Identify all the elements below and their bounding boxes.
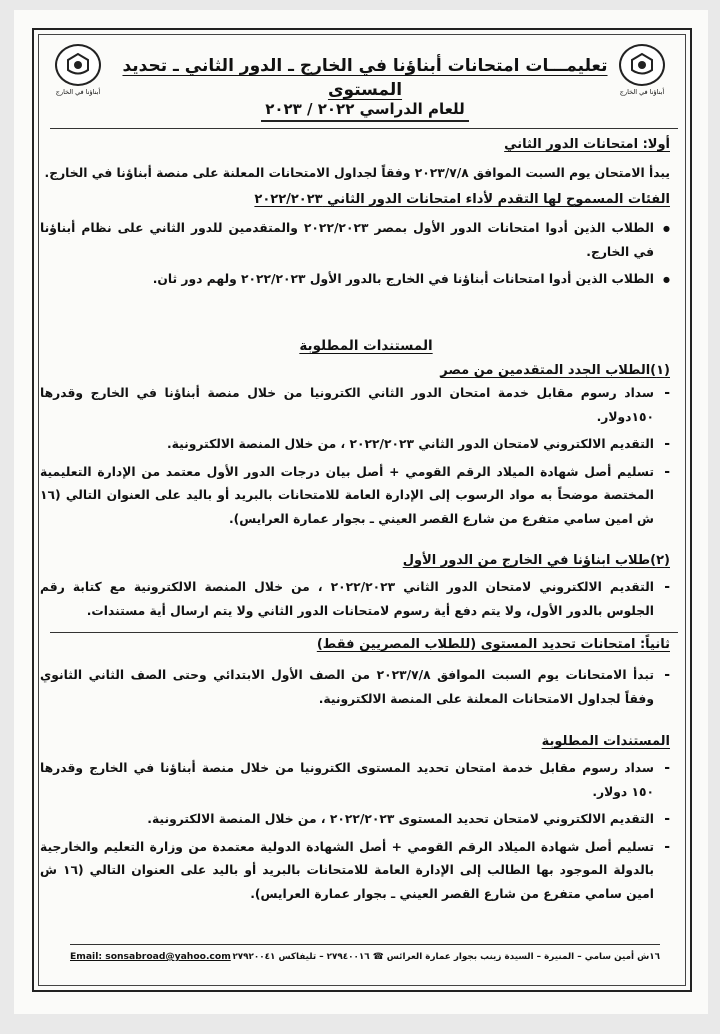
section-second (40, 634, 670, 906)
section-heading: أولا: امتحانات الدور الثاني (504, 137, 670, 152)
footer (70, 950, 660, 964)
list-item: - التقديم الالكتروني لامتحان تحديد المستوى ٢٠٢٢/٢٠٢٣ ، من خلال المنصة الالكترونية. (40, 808, 670, 832)
list-item: - التقديم الالكتروني لامتحان الدور الثاني ٢٠٢٢/٢٠٢٣ ، من خلال المنصة الالكترونية مع كتابة رقم الجلوس بالدور الأول، ولا يتم دفع أية رسوم لامتحانات الدور الثاني ولا يتم ارسال أية مستندات. (40, 576, 670, 623)
logo-right (616, 44, 668, 97)
section-intro: يبدأ الامتحان يوم السبت الموافق ٢٠٢٣/٧/٨ وفقاً لجداول الامتحانات المعلنة على منصة أبناؤنا في الخارج. (44, 166, 670, 180)
logo-left (52, 44, 104, 97)
list-item: ● الطلاب الذين أدوا امتحانات الدور الأول بمصر ٢٠٢٢/٢٠٢٣ والمتقدمين للدور الثاني على نظام أبناؤنا في الخارج. (40, 217, 670, 264)
list-item: - تسليم أصل شهادة الميلاد الرقم القومي + أصل بيان درجات الدور الأول معتمد من الإدارة التعليمية المختصة موضحاً به مواد الرسوب إلى الإدارة العامة للامتحانات بالبريد أو باليد على العنوان التالي (١٦ ش امين سامي متفرع من شارع القصر العيني ـ بجوار عمارة العرايس). (40, 461, 670, 532)
list-item: - تسليم أصل شهادة الميلاد الرقم القومي + أصل الشهادة الدولية معتمدة من وزارة التعليم والخارجية بالدولة الموجود بها الطالب إلى الإدارة العامة للامتحانات بالبريد أو باليد على العنوان التالي (١٦ ش امين سامي متفرع من شارع القصر العيني ـ بجوار عمارة العرايس). (40, 836, 670, 907)
list-item: - التقديم الالكتروني لامتحان الدور الثاني ٢٠٢٢/٢٠٢٣ ، من خلال المنصة الالكترونية. (40, 433, 670, 457)
ministry-emblem-icon (55, 44, 101, 86)
footer-email[interactable]: Email: sonsabroad@yahoo.com (70, 951, 231, 962)
list-item: - سداد رسوم مقابل خدمة امتحان الدور الثاني الكترونيا من خلال منصة أبناؤنا في الخارج وقدرها ١٥٠دولار. (40, 382, 670, 429)
required-docs-group1 (40, 360, 670, 531)
logo-caption: أبناؤنا في الخارج (619, 88, 665, 96)
section2-docs-list (40, 757, 670, 906)
group-heading: (١)الطلاب الجدد المتقدمين من مصر (440, 363, 670, 378)
logo-caption: أبناؤنا في الخارج (55, 88, 101, 96)
categories-heading: الفئات المسموح لها التقدم لأداء امتحانات الدور الثاني ٢٠٢٢/٢٠٢٣ (254, 192, 670, 207)
footer-address: ١٦ش أمين سامي – المنيرة – السيدة زينب بجوار عمارة العرائس ☎ ٢٧٩٤٠٠١٦ – تليفاكس ٢٧٩٢٠٠٤١ (232, 952, 660, 962)
docs-heading: المستندات المطلوبة (541, 734, 670, 749)
academic-year: للعام الدراسي ٢٠٢٢ / ٢٠٢٣ (110, 98, 620, 120)
categories-list (40, 217, 670, 292)
list-item: - تبدأ الامتحانات يوم السبت الموافق ٢٠٢٣/٧/٨ من الصف الأول الابتدائي وحتى الصف الثاني الثانوي وفقاً لجداول الامتحانات المعلنة على المنصة الالكترونية. (40, 664, 670, 711)
required-docs-heading: المستندات المطلوبة (299, 338, 433, 354)
list-item: - سداد رسوم مقابل خدمة امتحان تحديد المستوى الكترونيا من خلال منصة أبناؤنا في الخارج وقدرها ١٥٠ دولار. (40, 757, 670, 804)
document-page (14, 10, 708, 1014)
section2-list (40, 664, 670, 711)
required-docs-group2 (40, 550, 670, 623)
section-first (40, 134, 670, 292)
group2-list (40, 576, 670, 623)
group1-list (40, 382, 670, 531)
document-title: تعليمـــات امتحانات أبناؤنا في الخارج ـ الدور الثاني ـ تحديد المستوى (122, 56, 608, 100)
section-heading: ثانياً: امتحانات تحديد المستوى (للطلاب المصريين فقط) (316, 637, 670, 652)
ministry-emblem-icon (619, 44, 665, 86)
group-heading: (٢)طلاب ابناؤنا في الخارج من الدور الأول (402, 553, 670, 568)
list-item: ● الطلاب الذين أدوا امتحانات أبناؤنا في الخارج بالدور الأول ٢٠٢٢/٢٠٢٣ ولهم دور ثان. (40, 268, 670, 292)
